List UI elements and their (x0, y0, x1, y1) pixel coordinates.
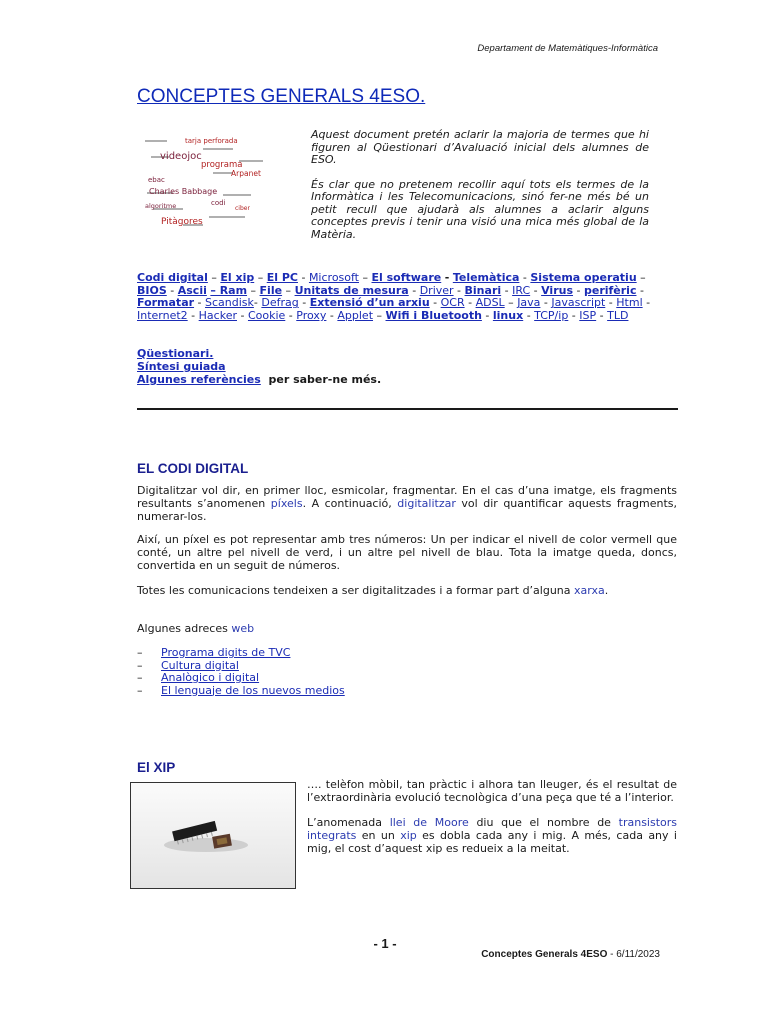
divider (137, 408, 678, 410)
topic-link[interactable]: Ascii (177, 283, 207, 297)
codi-paragraph-2: Així, un píxel es pot representar amb tres números: Un per indicar el nivell de color vermell que conté, un altre pel nivell de verd, i un altre pel nivell de blau. Tota la imatge queda, doncs, convertida en un seguit de números. (137, 533, 677, 572)
chip-photo (130, 782, 296, 889)
web-link[interactable]: Analògico i digital (161, 671, 260, 684)
topic-link[interactable]: Virus (541, 283, 574, 297)
topic-link[interactable]: perifèric (583, 283, 637, 297)
footer-date: - 6/11/2023 (607, 949, 660, 960)
topic-link[interactable]: TCP/ip (534, 309, 569, 323)
cloud-word: codi (211, 199, 226, 207)
topic-index: Codi digital – El xip – El PC - Microsoft – El software - Telemàtica - Sistema operatiu – BIOS - Ascii – Ram – File – Unitats de mesura - Driver - Binari - IRC - Virus - perifèric - Formatar - Scandisk- Defrag - Extensió d’un arxiu - OCR - ADSL – Java - Javascript - Html - Internet2 - Hacker - Cookie - Proxy - Applet – Wifi i Bluetooth - linux - TCP/ip - ISP - TLD (137, 271, 651, 323)
topic-link[interactable]: File (259, 283, 283, 297)
web-links-list (137, 647, 345, 697)
cloud-word: ebac (148, 176, 165, 184)
xip-paragraph-2: L’anomenada llei de Moore diu que el nombre de transistors integrats en un xip es dobla cada any i mig. A més, cada any i mig, el cost d’aquest xip es redueix a la meitat. (307, 816, 678, 855)
topic-link[interactable]: El software (371, 271, 442, 284)
topic-link[interactable]: Telemàtica (452, 271, 520, 284)
cloud-word: videojoc (160, 151, 202, 162)
topic-link[interactable]: El PC (266, 271, 298, 284)
intro-text (311, 129, 649, 253)
list-item: – El lenguaje de los nuevos medios (137, 683, 345, 697)
topic-link[interactable]: Cookie (247, 309, 286, 323)
topic-link[interactable]: Internet2 (137, 309, 188, 323)
list-item: – Analògico i digital (137, 671, 260, 684)
intro-paragraph: Aquest document pretén aclarir la majoria de termes que hi figuren al Qüestionari d’Avaluació inicial dels alumnes de ESO. (311, 128, 649, 166)
page-title: CONCEPTES GENERALS 4ESO. (137, 86, 426, 107)
topic-link[interactable]: Formatar (137, 296, 195, 310)
footer (0, 949, 660, 960)
web-addresses-label: Algunes adreces web (137, 622, 255, 635)
web-link[interactable]: Cultura digital (161, 658, 239, 672)
list-item: – Programa digits de TVC (137, 646, 291, 659)
topic-link[interactable]: TLD (607, 309, 629, 323)
page-number: - 1 - (373, 936, 397, 951)
topic-link[interactable]: ADSL (475, 296, 505, 310)
footer-doc-title: Conceptes Generals 4ESO (481, 949, 608, 960)
topic-link[interactable]: Html (616, 296, 643, 310)
topic-link[interactable]: Hacker (198, 309, 237, 323)
topic-link[interactable]: IRC (512, 283, 531, 297)
topic-link[interactable]: Unitats de mesura (294, 283, 409, 297)
codi-paragraph-1: Digitalitzar vol dir, en primer lloc, esmicolar, fragmentar. En el cas d’una imatge, els fragments resultants s’anomenen píxels. A continuació, digitalitzar vol dir quantificar aquests fragments, numerar-los. (137, 484, 677, 523)
keyword: xarxa (574, 584, 605, 597)
topic-link[interactable]: linux (492, 309, 524, 323)
topic-link[interactable]: Applet (337, 309, 374, 323)
cloud-word: programa (201, 160, 243, 170)
cloud-word: Arpanet (231, 169, 261, 178)
xip-text (307, 778, 677, 867)
topic-link[interactable]: Javascript (551, 296, 606, 310)
topic-link[interactable]: Driver (419, 283, 454, 297)
topic-link[interactable]: Java (517, 296, 541, 310)
references-link[interactable]: Algunes referències (137, 373, 261, 386)
codi-paragraph-3: Totes les comunicacions tendeixen a ser digitalitzades i a formar part d’alguna xarxa. (137, 584, 609, 597)
topic-link[interactable]: ISP (579, 309, 597, 323)
cloud-word: algoritme (145, 202, 177, 210)
quick-links (137, 347, 381, 386)
references-suffix: per saber-ne més. (268, 373, 382, 386)
keyword: digitalitzar (397, 497, 456, 510)
web-link[interactable]: El lenguaje de los nuevos medios (161, 683, 345, 697)
intro-paragraph: És clar que no pretenem recollir aquí tots els termes de la Informàtica i les Telecomunicacions, sinó fer-ne més bé un petit recull que ajudarà als alumnes a aclarir alguns conceptes previs i tenir una visió una mica més global de la Matèria. (311, 177, 649, 241)
topic-link[interactable]: El xip (220, 271, 255, 284)
topic-link[interactable]: OCR (440, 296, 465, 310)
list-item: – Cultura digital (137, 658, 239, 672)
topic-link[interactable]: Defrag (261, 296, 299, 310)
topic-link[interactable]: Microsoft (308, 271, 359, 284)
topic-link[interactable]: Proxy (296, 309, 327, 323)
topic-link[interactable]: Wifi i Bluetooth (385, 309, 482, 323)
section-heading-xip: El XIP (137, 760, 176, 775)
cloud-word: Charles Babbage (149, 187, 218, 196)
topic-link[interactable]: Extensió d’un arxiu (309, 296, 430, 310)
topic-link[interactable]: Binari (464, 283, 502, 297)
keyword: píxels (270, 497, 303, 510)
cloud-word: ciber (235, 205, 250, 212)
keyword: transistors integrats (307, 816, 678, 842)
keyword: web (231, 622, 255, 635)
keyword: xip (400, 829, 417, 842)
cloud-word: Pitàgores (161, 217, 203, 227)
web-link[interactable]: Programa digits de TVC (161, 646, 291, 659)
word-cloud-image (143, 132, 283, 234)
summary-link[interactable]: Síntesi guiada (137, 360, 226, 373)
topic-link[interactable]: Codi digital (137, 271, 208, 284)
topic-link[interactable]: Scandisk (205, 296, 254, 310)
section-heading-codi-digital: EL CODI DIGITAL (137, 461, 249, 476)
xip-paragraph-1: …. telèfon mòbil, tan pràctic i alhora tan lleuger, és el resultat de l’extraordinària evolució tecnològica d’una peça que té a l’interior. (307, 778, 677, 804)
cloud-word: tarja perforada (185, 137, 238, 145)
topic-link[interactable]: Sistema operatiu (530, 271, 637, 284)
keyword: llei de Moore (389, 816, 469, 829)
page-header: Departament de Matemàtiques-Informàtica (477, 43, 658, 54)
topic-link[interactable]: – Ram (210, 283, 248, 297)
topic-link[interactable]: BIOS (137, 283, 167, 297)
questionnaire-link[interactable]: Qüestionari. (137, 347, 214, 360)
